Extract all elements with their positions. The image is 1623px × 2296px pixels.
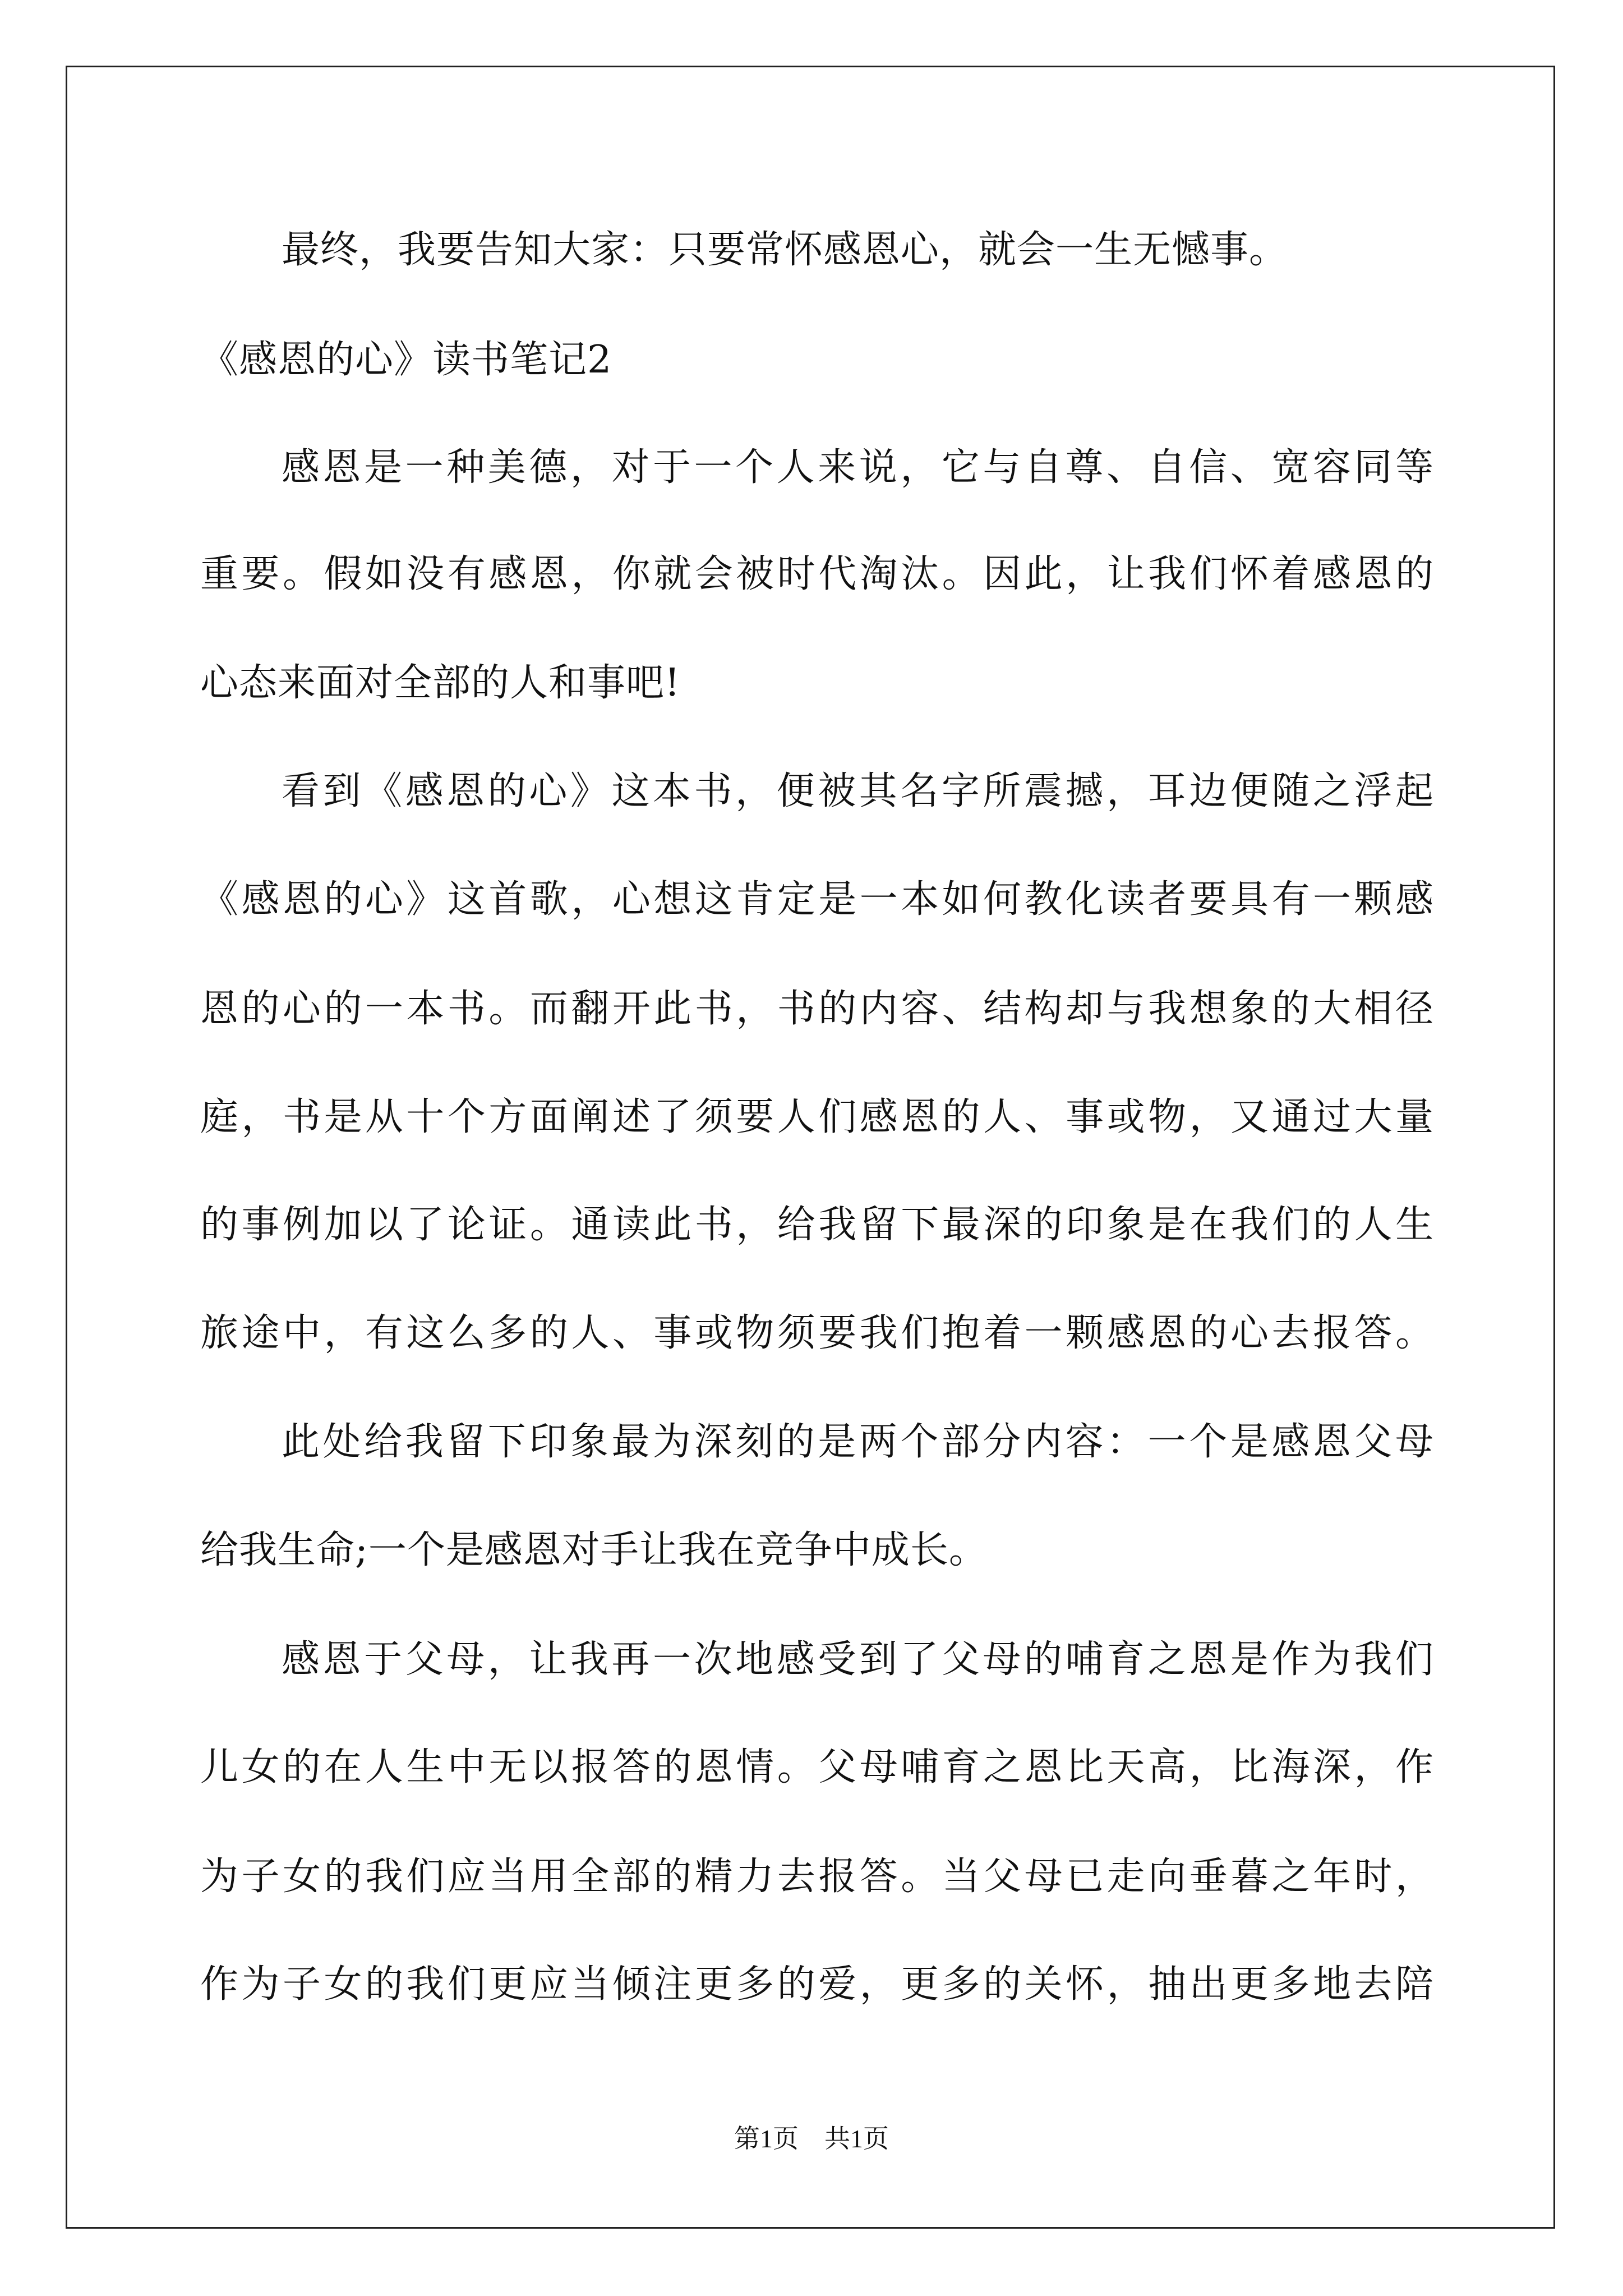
paragraph-2-line-1: 看到《感恩的心》这本书，便被其名字所震撼，耳边便随之浮起 <box>282 769 1434 813</box>
paragraph-4-line-3: 为子女的我们应当用全部的精力去报答。当父母已走向垂暮之年时， <box>200 1855 1434 1899</box>
paragraph-2-line-3: 恩的心的一本书。而翻开此书，书的内容、结构却与我想象的大相径 <box>200 987 1434 1031</box>
page-total: 共1页 <box>824 2124 889 2153</box>
paragraph-3-line-2: 给我生命;一个是感恩对手让我在竞争中成长。 <box>200 1528 988 1572</box>
paragraph-4-line-4: 作为子女的我们更应当倾注更多的爱，更多的关怀，抽出更多地去陪 <box>200 1962 1434 2007</box>
paragraph-2-line-5: 的事例加以了论证。通读此书，给我留下最深的印象是在我们的人生 <box>200 1203 1434 1247</box>
paragraph-2-line-4: 庭，书是从十个方面阐述了须要人们感恩的人、事或物，又通过大量 <box>200 1095 1434 1139</box>
paragraph-2-line-6: 旅途中，有这么多的人、事或物须要我们抱着一颗感恩的心去报答。 <box>200 1311 1434 1355</box>
page-border <box>66 66 1555 2229</box>
section-heading: 《感恩的心》读书笔记2 <box>200 338 612 382</box>
page-footer <box>0 2126 1623 2152</box>
paragraph-1-line-3: 心态来面对全部的人和事吧! <box>200 661 681 705</box>
page-number: 第1页 <box>734 2124 799 2153</box>
paragraph-2-line-2: 《感恩的心》这首歌，心想这肯定是一本如何教化读者要具有一颗感 <box>200 877 1434 922</box>
paragraph-4-line-2: 儿女的在人生中无以报答的恩情。父母哺育之恩比天高，比海深，作 <box>200 1745 1434 1789</box>
paragraph-3-line-1: 此处给我留下印象最为深刻的是两个部分内容：一个是感恩父母 <box>282 1420 1434 1464</box>
paragraph-4-line-1: 感恩于父母，让我再一次地感受到了父母的哺育之恩是作为我们 <box>282 1637 1434 1682</box>
paragraph-1-line-1: 感恩是一种美德，对于一个人来说，它与自尊、自信、宽容同等 <box>282 445 1434 490</box>
paragraph-closing-line: 最终，我要告知大家：只要常怀感恩心，就会一生无憾事。 <box>282 228 1288 272</box>
paragraph-1-line-2: 重要。假如没有感恩，你就会被时代淘汰。因此，让我们怀着感恩的 <box>200 552 1434 596</box>
